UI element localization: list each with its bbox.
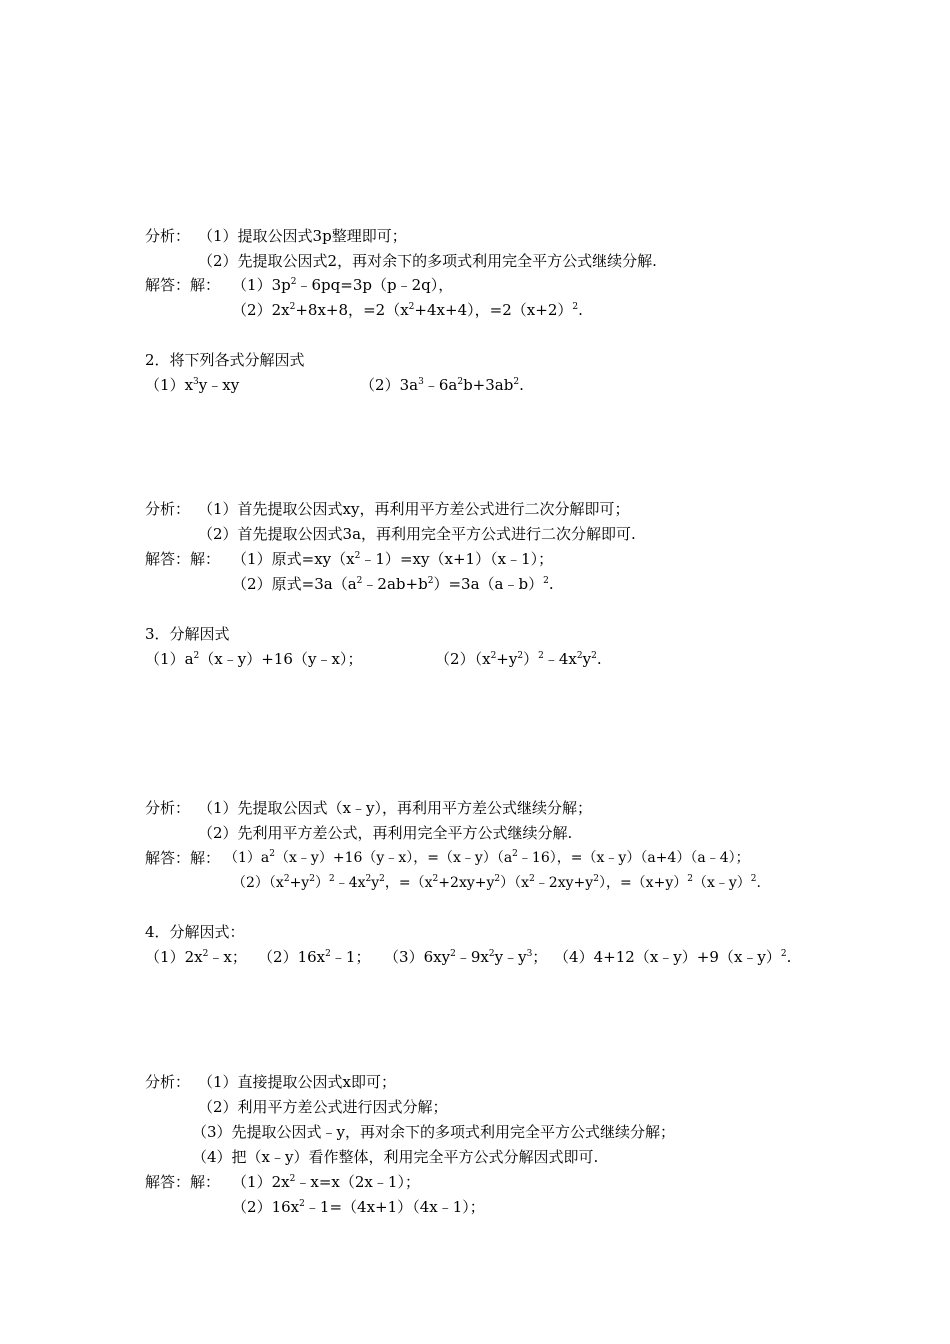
analysis-3-line-1: （1）先提取公因式（x﹣y），再利用平方差公式继续分解； xyxy=(198,799,592,817)
answer-label-1: 解答：解： xyxy=(145,276,221,294)
analysis-label-1: 分析： xyxy=(145,227,191,245)
analysis-2-line-1: （1）首先提取公因式xy，再利用平方差公式进行二次分解即可； xyxy=(198,500,630,518)
analysis-3-line-2: （2）先利用平方差公式，再利用完全平方公式继续分解. xyxy=(198,824,573,842)
problem-3-item-2: $(2)(x^2+y^2)^2﹣4x^2y^2$. xyxy=(435,650,602,668)
answer-2-line-2: （2）原式$=3a(a^2﹣2ab+b^2)=3a(a﹣b)^2$. xyxy=(232,575,554,593)
analysis-1-line-2: （2）先提取公因式2，再对余下的多项式利用完全平方公式继续分解. xyxy=(198,252,657,270)
answer-label-2: 解答：解： xyxy=(145,550,221,568)
problem-4-title: 4．分解因式： xyxy=(145,923,245,941)
analysis-1-line-1: （1）提取公因式3p整理即可； xyxy=(198,227,407,245)
answer-2-line-1: （1）原式$=xy(x^2﹣1)=xy(x+1)(x﹣1)$； xyxy=(232,550,554,568)
analysis-label-2: 分析： xyxy=(145,500,191,518)
analysis-4-line-3: （3）先提取公因式﹣y，再对余下的多项式利用完全平方公式继续分解； xyxy=(192,1123,676,1141)
analysis-4-line-1: （1）直接提取公因式x即可； xyxy=(198,1073,397,1091)
problem-4-item-2: $(2)16x^2﹣1$； xyxy=(258,948,371,966)
problem-4-item-1: $(1)2x^2﹣x$； xyxy=(145,948,247,966)
analysis-4-line-4: （4）把（x﹣y）看作整体，利用完全平方公式分解因式即可. xyxy=(192,1148,599,1166)
answer-4-line-2: $(2)16x^2﹣1=(4x+1)(4x﹣1)$； xyxy=(232,1198,485,1216)
answer-1-line-2: $(2)2x^2+8x+8$，$=2(x^2+4x+4)$，$=2(x+2)^2$. xyxy=(232,301,583,319)
problem-2-title: 2．将下列各式分解因式 xyxy=(145,351,305,369)
problem-3-item-1: $(1)a^2(x﹣y)+16(y﹣x)$； xyxy=(145,650,363,668)
problem-3-title: 3．分解因式 xyxy=(145,625,230,643)
answer-label-4: 解答：解： xyxy=(145,1173,221,1191)
analysis-4-line-2: （2）利用平方差公式进行因式分解； xyxy=(198,1098,448,1116)
answer-3-line-2: $(2)(x^2+y^2)^2﹣4x^2y^2$，$=(x^2+2xy+y^2)(x^2﹣2xy+y^2)$，$=(x+y)^2(x﹣y)^2$. xyxy=(232,874,761,891)
answer-1-line-1: $(1)3p^2﹣6pq=3p(p﹣2q)$， xyxy=(232,276,454,294)
problem-4-item-4: （4）4+12（x﹣y）+9（x﹣y）$^2$. xyxy=(554,948,792,966)
problem-2-item-2: $(2)3a^3﹣6a^2b+3ab^2$. xyxy=(360,376,524,394)
answer-label-3: 解答：解： xyxy=(145,849,221,867)
answer-3-line-1: $(1)a^2(x﹣y)+16(y﹣x)$，$=(x﹣y)(a^2﹣16)$，=（x﹣y）（a+4）（a﹣4）； xyxy=(224,849,750,866)
analysis-label-3: 分析： xyxy=(145,799,191,817)
analysis-2-line-2: （2）首先提取公因式3a，再利用完全平方公式进行二次分解即可. xyxy=(198,525,636,543)
problem-2-item-1: $(1)x^3y﹣xy$ xyxy=(145,376,240,394)
analysis-label-4: 分析： xyxy=(145,1073,191,1091)
answer-4-line-1: $(1)2x^2﹣x=x(2x﹣1)$； xyxy=(232,1173,420,1191)
problem-4-item-3: $(3)6xy^2﹣9x^2y﹣y^3$； xyxy=(384,948,548,966)
